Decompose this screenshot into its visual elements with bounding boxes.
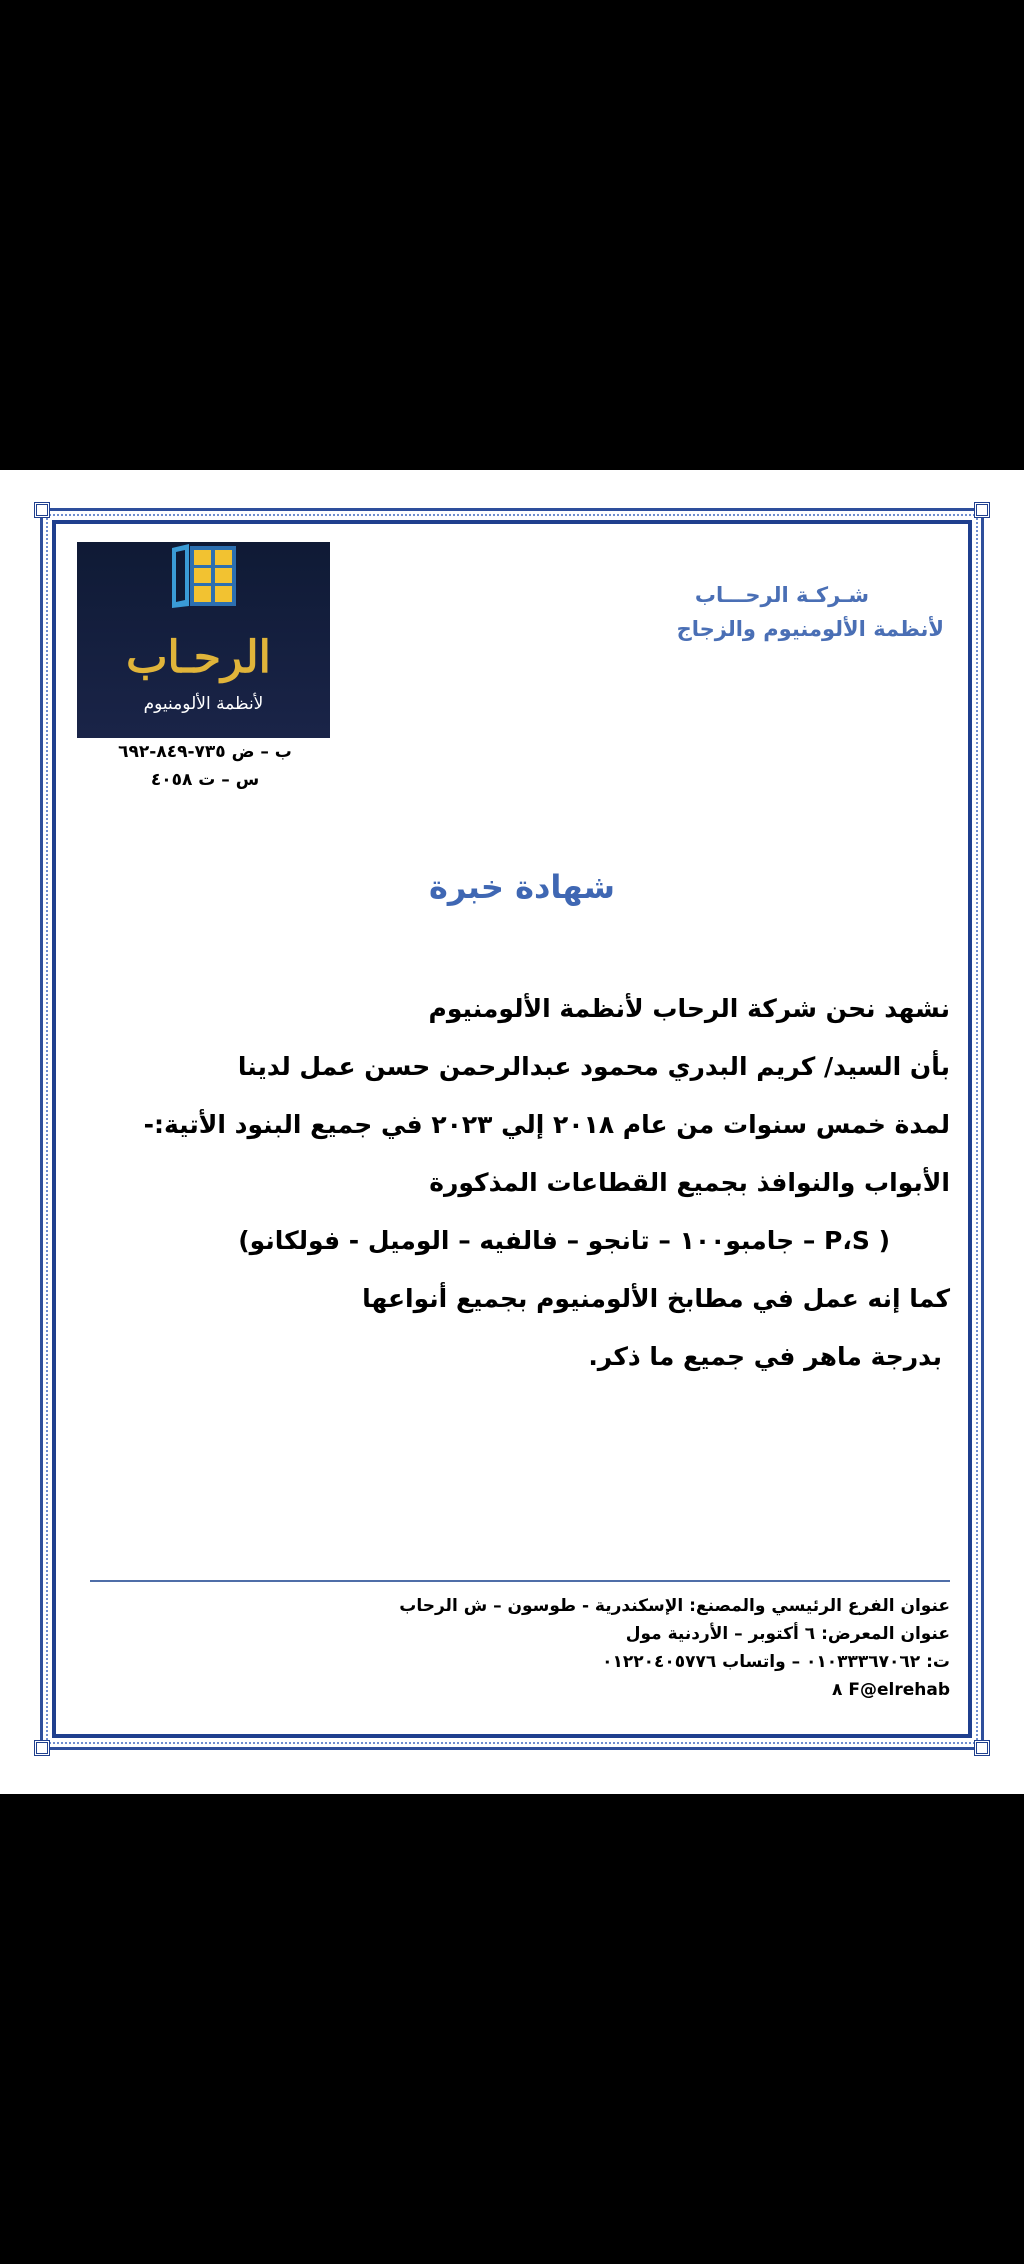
border-corner-top-left (34, 502, 50, 518)
company-logo (77, 542, 330, 738)
logo-tagline: لأنظمة الألومنيوم (143, 694, 264, 714)
company-subtitle: لأنظمة الألومنيوم والزجاج (676, 617, 944, 641)
social-handle: F@elrehab ٨ (832, 1680, 950, 1700)
body-line: كما إنه عمل في مطابخ الألومنيوم بجميع أنواعها (362, 1284, 950, 1313)
body-line: ( P،S – جامبو١٠٠ – تانجو – فالفيه – الوميل - فولكانو) (238, 1226, 890, 1255)
commercial-register-number: س – ت ٤٠٥٨ (150, 770, 260, 790)
logo-brand-text: الرحـاب (126, 632, 271, 683)
border-corner-bottom-left (34, 1740, 50, 1756)
main-branch-address: عنوان الفرع الرئيسي والمصنع: الإسكندرية - طوسون – ش الرحاب (399, 1596, 950, 1616)
certificate-page (0, 470, 1024, 1794)
showroom-address: عنوان المعرض: ٦ أكتوبر – الأردنية مول (625, 1624, 950, 1644)
footer-divider (90, 1580, 950, 1582)
body-line: نشهد نحن شركة الرحاب لأنظمة الألومنيوم (428, 994, 950, 1023)
border-corner-top-right (974, 502, 990, 518)
footer (90, 1592, 950, 1704)
registration-info (75, 738, 335, 794)
page-title: شهادة خبرة (429, 868, 615, 906)
body-line: بدرجة ماهر في جميع ما ذكر. (588, 1342, 942, 1371)
body-line: لمدة خمس سنوات من عام ٢٠١٨ إلي ٢٠٢٣ في جميع البنود الأتية:- (143, 1110, 950, 1139)
tax-card-number: ب – ض ٧٣٥-٨٤٩-٦٩٢ (118, 742, 292, 762)
company-header (584, 578, 944, 646)
certificate-body (90, 980, 950, 1386)
phone-numbers: ت: ٠١٠٣٣٣٦٧٠٦٢ – واتساب ٠١٢٢٠٤٠٥٧٧٦ (602, 1652, 950, 1672)
company-name: شـركـة الرحـــاب (694, 583, 869, 607)
border-corner-bottom-right (974, 1740, 990, 1756)
body-line: بأن السيد/ كريم البدري محمود عبدالرحمن حسن عمل لدينا (237, 1052, 950, 1081)
body-line: الأبواب والنوافذ بجميع القطاعات المذكورة (429, 1168, 950, 1197)
